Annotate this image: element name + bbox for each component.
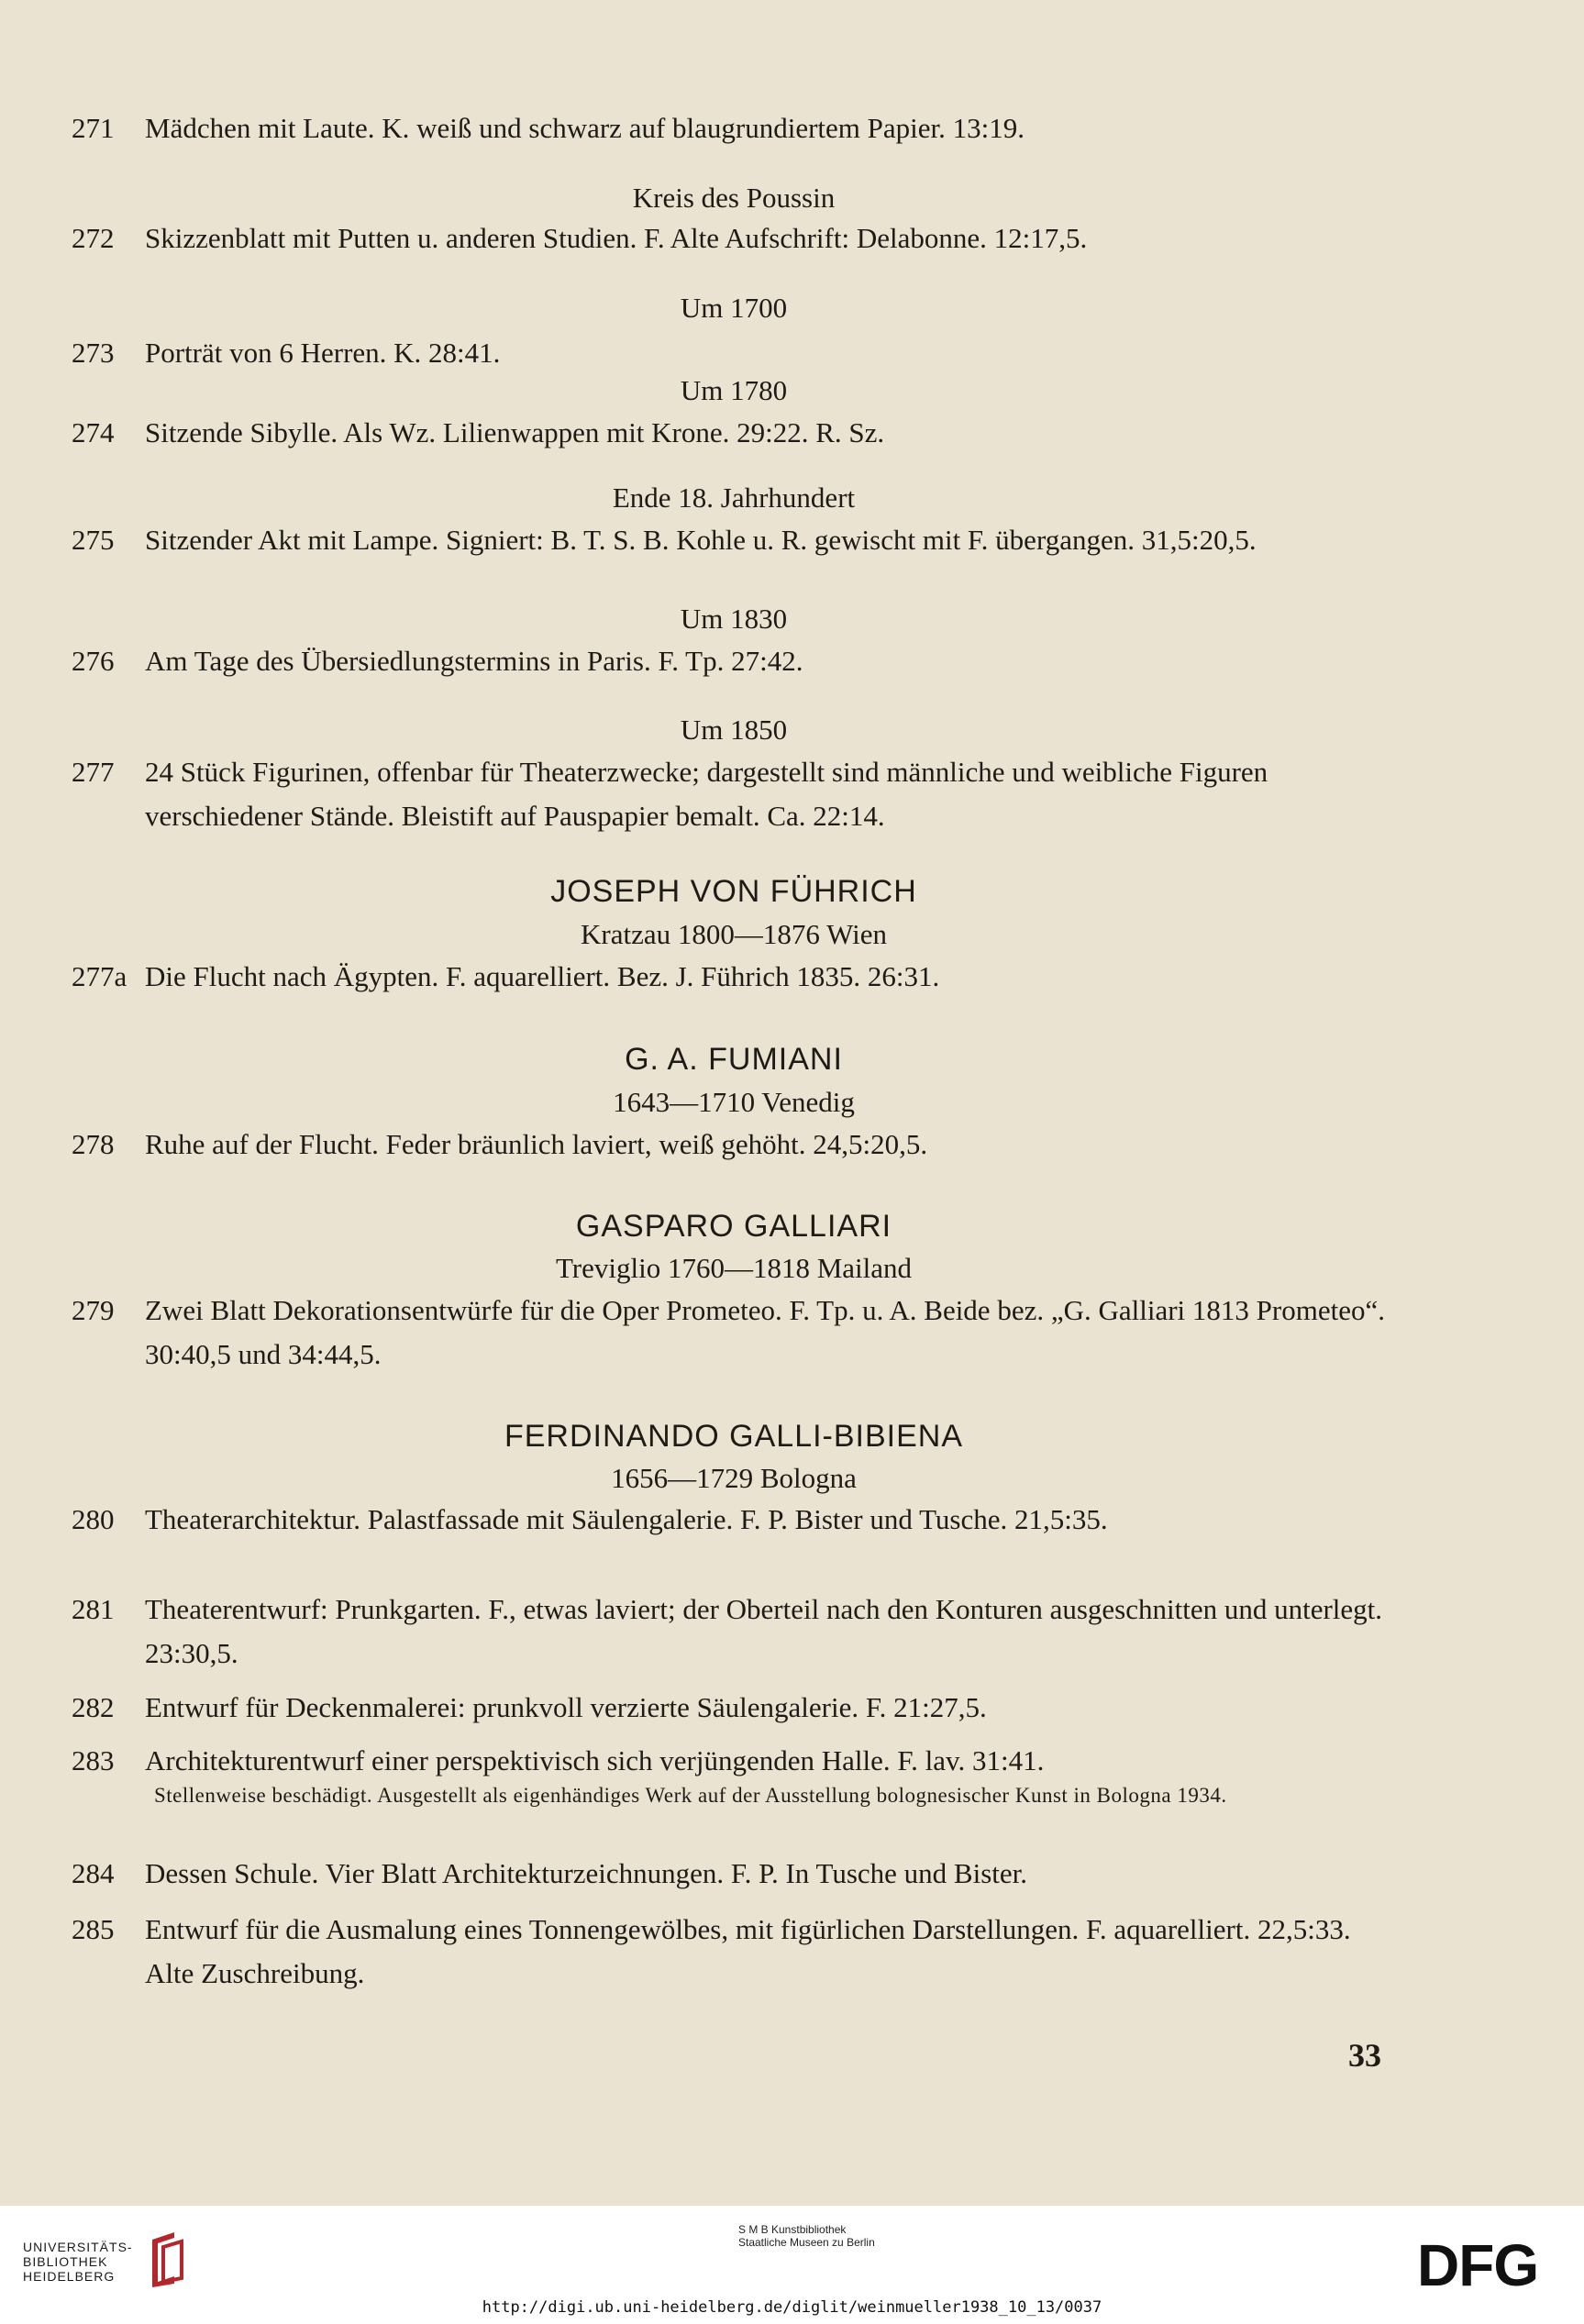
entry-text: Sitzende Sibylle. Als Wz. Lilienwappen mit Krone. 29:22. R. Sz. xyxy=(145,416,885,448)
entry-text: Mädchen mit Laute. K. weiß und schwarz auf blaugrundiertem Papier. 13:19. xyxy=(145,112,1025,144)
artist-heading: FERDINANDO GALLI-BIBIENA xyxy=(504,1419,964,1454)
catalogue-entry-277a xyxy=(72,955,1401,999)
entry-note: Stellenweise beschädigt. Ausgestellt als eigenhändiges Werk auf der Ausstellung bolognesischer Kunst in Bologna 1934. xyxy=(154,1784,1227,1807)
source-url[interactable]: http://digi.ub.uni-heidelberg.de/diglit/weinmueller1938_10_13/0037 xyxy=(482,2298,1102,2317)
artist-heading: JOSEPH VON FÜHRICH xyxy=(550,874,917,909)
catalogue-entry-272 xyxy=(72,216,1401,260)
entry-text: Architekturentwurf einer perspektivisch sich verjüngenden Halle. F. lav. 31:41. xyxy=(145,1744,1045,1776)
entry-text: Skizzenblatt mit Putten u. anderen Studien. F. Alte Aufschrift: Delabonne. 12:17,5. xyxy=(145,222,1088,254)
artist-dates: Kratzau 1800—1876 Wien xyxy=(581,918,887,950)
entry-text: Die Flucht nach Ägypten. F. aquarelliert. Bez. J. Führich 1835. 26:31. xyxy=(145,960,940,992)
entry-text: Entwurf für die Ausmalung eines Tonnengewölbes, mit figürlichen Darstellungen. F. aquarelliert. 22,5:33. Alte Zuschreibung. xyxy=(145,1913,1351,1989)
entry-number: 277 xyxy=(72,756,115,788)
catalogue-entry-277 xyxy=(72,750,1401,838)
entry-text: Dessen Schule. Vier Blatt Architekturzeichnungen. F. P. In Tusche und Bister. xyxy=(145,1857,1028,1889)
entry-number: 274 xyxy=(72,416,115,448)
entry-number: 271 xyxy=(72,112,115,144)
entry-text: Zwei Blatt Dekorationsentwürfe für die Oper Prometeo. F. Tp. u. A. Beide bez. „G. Galliari 1813 Prometeo“. 30:40,5 und 34:44,5. xyxy=(145,1294,1385,1370)
artist-heading: G. A. FUMIANI xyxy=(625,1042,843,1077)
entry-number: 283 xyxy=(72,1744,115,1776)
entry-text: Am Tage des Übersiedlungstermins in Paris. F. Tp. 27:42. xyxy=(145,645,803,677)
entry-number: 275 xyxy=(72,524,115,556)
ub-heidelberg-logo-icon xyxy=(147,2230,187,2289)
catalogue-entry-279 xyxy=(72,1289,1401,1377)
catalogue-entry-284 xyxy=(72,1852,1401,1896)
entry-number: 281 xyxy=(72,1593,115,1625)
entry-text: Entwurf für Deckenmalerei: prunkvoll verzierte Säulengalerie. F. 21:27,5. xyxy=(145,1691,987,1723)
section-caption: Um 1780 xyxy=(680,374,788,406)
entry-text: Ruhe auf der Flucht. Feder bräunlich laviert, weiß gehöht. 24,5:20,5. xyxy=(145,1128,928,1160)
entry-text: Theaterentwurf: Prunkgarten. F., etwas laviert; der Oberteil nach den Konturen ausgeschnitten und unterlegt. 23:30,5. xyxy=(145,1593,1383,1669)
entry-number: 285 xyxy=(72,1913,115,1945)
artist-dates: 1643—1710 Venedig xyxy=(613,1086,855,1118)
section-caption: Um 1700 xyxy=(680,292,788,324)
library-name: UNIVERSITÄTS- BIBLIOTHEK HEIDELBERG xyxy=(23,2240,133,2284)
entry-number: 277a xyxy=(72,960,127,992)
artist-heading: GASPARO GALLIARI xyxy=(575,1209,892,1244)
catalogue-entry-283 xyxy=(72,1739,1401,1809)
section-caption: Kreis des Poussin xyxy=(632,182,836,214)
section-caption: Um 1850 xyxy=(680,714,788,746)
entry-text: Sitzender Akt mit Lampe. Signiert: B. T. S. B. Kohle u. R. gewischt mit F. übergangen. 31,5:20,5. xyxy=(145,524,1257,556)
entry-number: 280 xyxy=(72,1503,115,1535)
entry-text: 24 Stück Figurinen, offenbar für Theaterzwecke; dargestellt sind männliche und weibliche Figuren verschiedener Stände. Bleistift auf Pauspapier bemalt. Ca. 22:14. xyxy=(145,756,1268,832)
artist-dates: Treviglio 1760—1818 Mailand xyxy=(555,1252,913,1284)
entry-number: 279 xyxy=(72,1294,115,1326)
catalogue-entry-285 xyxy=(72,1908,1401,1996)
entry-number: 282 xyxy=(72,1691,115,1723)
catalogue-entry-273 xyxy=(72,331,1401,375)
catalogue-entry-274 xyxy=(72,411,1401,455)
catalogue-entry-282 xyxy=(72,1686,1401,1730)
catalogue-entry-281 xyxy=(72,1588,1401,1676)
artist-dates: 1656—1729 Bologna xyxy=(611,1462,857,1494)
dfg-logo: DFG xyxy=(1417,2232,1539,2298)
section-caption: Um 1830 xyxy=(680,603,788,635)
entry-number: 273 xyxy=(72,337,115,369)
catalogue-entry-280 xyxy=(72,1498,1401,1542)
catalogue-entry-271 xyxy=(72,106,1401,150)
catalogue-entry-275 xyxy=(72,518,1401,562)
page-number: 33 xyxy=(1348,2037,1381,2074)
entry-text: Theaterarchitektur. Palastfassade mit Säulengalerie. F. P. Bister und Tusche. 21,5:35. xyxy=(145,1503,1108,1535)
section-caption: Ende 18. Jahrhundert xyxy=(612,481,856,514)
catalogue-entry-278 xyxy=(72,1123,1401,1167)
entry-text: Porträt von 6 Herren. K. 28:41. xyxy=(145,337,501,369)
catalogue-entry-276 xyxy=(72,639,1401,683)
entry-number: 272 xyxy=(72,222,115,254)
smb-kunstbibliothek-label: S M B Kunstbibliothek Staatliche Museen zu Berlin xyxy=(738,2223,875,2249)
entry-number: 276 xyxy=(72,645,115,677)
entry-number: 284 xyxy=(72,1857,115,1889)
entry-number: 278 xyxy=(72,1128,115,1160)
